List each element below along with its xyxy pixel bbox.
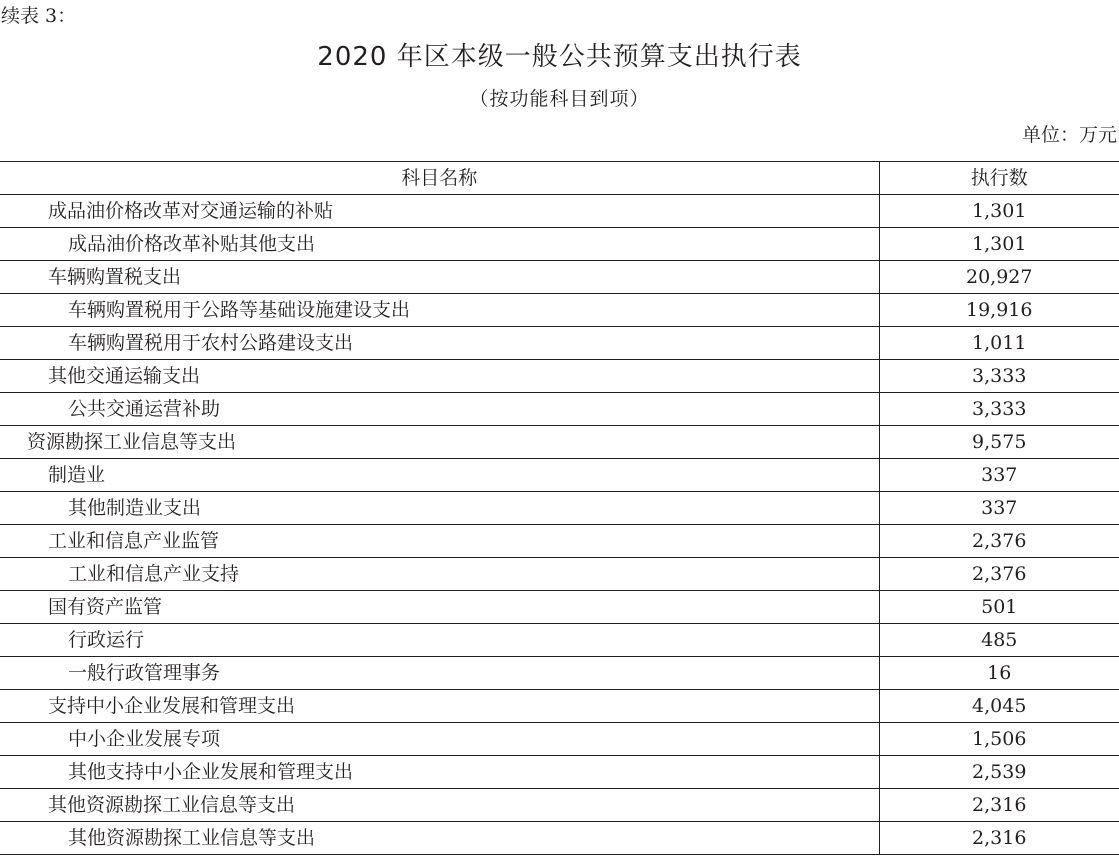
executed-amount: 2,376 <box>879 558 1119 591</box>
header-item-name: 科目名称 <box>0 162 879 195</box>
budget-table <box>0 161 1119 855</box>
header-executed-amount: 执行数 <box>879 162 1119 195</box>
page-title: 2020 年区本级一般公共预算支出执行表 <box>317 42 802 72</box>
continuation-label: 续表 3： <box>1 5 77 27</box>
item-name: 制造业 <box>0 459 879 492</box>
item-name: 工业和信息产业监管 <box>0 525 879 558</box>
table-row <box>0 591 1119 624</box>
item-name: 工业和信息产业支持 <box>0 558 879 591</box>
item-name: 车辆购置税用于公路等基础设施建设支出 <box>0 294 879 327</box>
executed-amount: 3,333 <box>879 393 1119 426</box>
executed-amount: 1,506 <box>879 723 1119 756</box>
executed-amount: 1,301 <box>879 228 1119 261</box>
table-row <box>0 723 1119 756</box>
table-row <box>0 459 1119 492</box>
executed-amount: 337 <box>879 459 1119 492</box>
item-name: 资源勘探工业信息等支出 <box>0 426 879 459</box>
table-body <box>0 195 1119 855</box>
table-row <box>0 789 1119 822</box>
table-row <box>0 360 1119 393</box>
executed-amount: 2,539 <box>879 756 1119 789</box>
item-name: 成品油价格改革补贴其他支出 <box>0 228 879 261</box>
executed-amount: 4,045 <box>879 690 1119 723</box>
table-row <box>0 756 1119 789</box>
item-name: 一般行政管理事务 <box>0 657 879 690</box>
page-subtitle: （按功能科目到项） <box>469 88 650 110</box>
executed-amount: 501 <box>879 591 1119 624</box>
executed-amount: 16 <box>879 657 1119 690</box>
item-name: 公共交通运营补助 <box>0 393 879 426</box>
item-name: 车辆购置税支出 <box>0 261 879 294</box>
item-name: 国有资产监管 <box>0 591 879 624</box>
table-row <box>0 228 1119 261</box>
executed-amount: 337 <box>879 492 1119 525</box>
table-row <box>0 690 1119 723</box>
item-name: 其他制造业支出 <box>0 492 879 525</box>
item-name: 其他资源勘探工业信息等支出 <box>0 822 879 855</box>
executed-amount: 3,333 <box>879 360 1119 393</box>
table-row <box>0 558 1119 591</box>
item-name: 支持中小企业发展和管理支出 <box>0 690 879 723</box>
executed-amount: 2,316 <box>879 822 1119 855</box>
item-name: 其他支持中小企业发展和管理支出 <box>0 756 879 789</box>
executed-amount: 2,316 <box>879 789 1119 822</box>
executed-amount: 1,301 <box>879 195 1119 228</box>
table-row <box>0 261 1119 294</box>
table-row <box>0 657 1119 690</box>
table-row <box>0 624 1119 657</box>
unit-label: 单位：万元 <box>1021 124 1117 146</box>
executed-amount: 485 <box>879 624 1119 657</box>
executed-amount: 2,376 <box>879 525 1119 558</box>
table-row <box>0 393 1119 426</box>
item-name: 其他资源勘探工业信息等支出 <box>0 789 879 822</box>
executed-amount: 9,575 <box>879 426 1119 459</box>
executed-amount: 20,927 <box>879 261 1119 294</box>
table-header-row <box>0 162 1119 195</box>
item-name: 中小企业发展专项 <box>0 723 879 756</box>
item-name: 成品油价格改革对交通运输的补贴 <box>0 195 879 228</box>
table-row <box>0 525 1119 558</box>
table-row <box>0 492 1119 525</box>
item-name: 车辆购置税用于农村公路建设支出 <box>0 327 879 360</box>
item-name: 其他交通运输支出 <box>0 360 879 393</box>
executed-amount: 19,916 <box>879 294 1119 327</box>
table-row <box>0 327 1119 360</box>
item-name: 行政运行 <box>0 624 879 657</box>
table-row <box>0 426 1119 459</box>
table-row <box>0 822 1119 855</box>
table-row <box>0 294 1119 327</box>
executed-amount: 1,011 <box>879 327 1119 360</box>
table-row <box>0 195 1119 228</box>
